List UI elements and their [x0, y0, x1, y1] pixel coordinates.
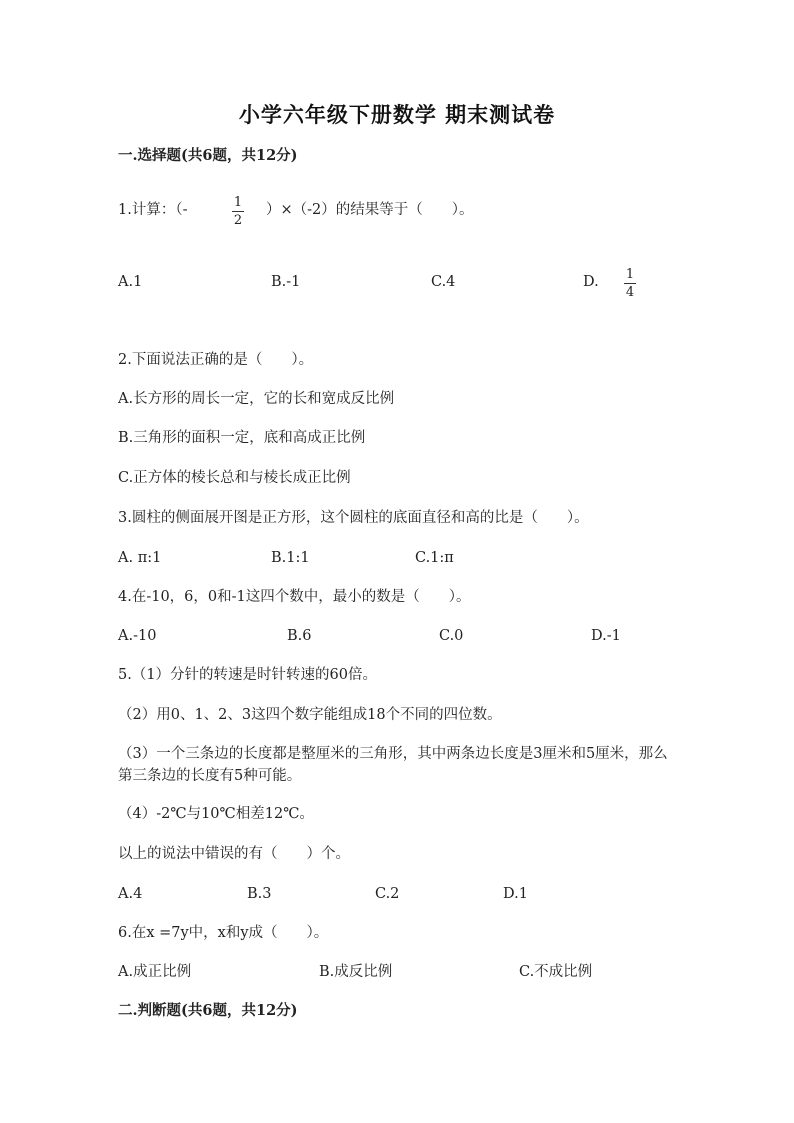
q3-option-b: B.1:1	[271, 550, 310, 566]
q1-fraction-numerator: 1	[233, 195, 243, 210]
q1-fraction-denominator: 2	[233, 213, 243, 228]
q1-fraction	[232, 195, 244, 228]
q1-option-a: A.1	[118, 274, 143, 290]
q5-statement-1: 5.（1）分针的转速是时针转速的60倍。	[118, 667, 378, 683]
q2-option-b: B.三角形的面积一定，底和高成正比例	[118, 430, 366, 446]
q5-option-b: B.3	[247, 886, 272, 902]
q4-option-c: C.0	[439, 628, 464, 644]
q1-stem-suffix: ）×（-2）的结果等于（ ）。	[266, 202, 474, 218]
q5-statement-4: （4）-2℃与10℃相差12℃。	[118, 806, 314, 822]
q5-option-d: D.1	[503, 886, 528, 902]
q1-stem-prefix: 1.计算：（-	[118, 202, 188, 218]
page-title: 小学六年级下册数学 期末测试卷	[238, 102, 556, 127]
q6-option-c: C.不成比例	[519, 964, 593, 980]
q1-option-c: C.4	[431, 274, 456, 290]
q3-option-c: C.1:π	[415, 550, 454, 566]
q2-option-a: A.长方形的周长一定，它的长和宽成反比例	[118, 391, 395, 407]
q6-stem: 6.在x =7y中，x和y成（ ）。	[118, 925, 329, 941]
section-heading-choice: 一.选择题(共6题，共12分)	[118, 147, 298, 164]
q2-stem: 2.下面说法正确的是（ ）。	[118, 352, 314, 368]
q5-option-c: C.2	[375, 886, 400, 902]
q6-option-a: A.成正比例	[118, 964, 192, 980]
q2-option-c: C.正方体的棱长总和与棱长成正比例	[118, 470, 351, 486]
fraction-bar	[232, 211, 244, 212]
q4-stem: 4.在-10，6，0和-1这四个数中，最小的数是（ ）。	[118, 589, 471, 605]
q3-stem: 3.圆柱的侧面展开图是正方形，这个圆柱的底面直径和高的比是（ ）。	[118, 510, 589, 526]
q5-statement-3: （3）一个三条边的长度都是整厘米的三角形，其中两条边长度是3厘米和5厘米，那么第三条边的长度有5种可能。	[118, 746, 668, 784]
q4-option-b: B.6	[287, 628, 312, 644]
q3-option-a: A. π:1	[118, 550, 162, 566]
q1-option-b: B.-1	[271, 274, 301, 290]
q4-option-a: A.-10	[118, 628, 157, 644]
q1-option-d-numerator: 1	[625, 267, 635, 282]
q1-option-d: D.	[583, 274, 599, 290]
q6-option-b: B.成反比例	[319, 964, 393, 980]
q4-option-d: D.-1	[591, 628, 621, 644]
q1-option-d-denominator: 4	[625, 285, 635, 300]
q5-option-a: A.4	[118, 886, 143, 902]
q5-question: 以上的说法中错误的有（ ）个。	[118, 846, 350, 862]
q1-option-d-fraction	[624, 267, 636, 300]
fraction-bar	[624, 283, 636, 284]
q5-statement-2: （2）用0、1、2、3这四个数字能组成18个不同的四位数。	[118, 707, 502, 723]
section-heading-judgment: 二.判断题(共6题，共12分)	[118, 1002, 298, 1019]
